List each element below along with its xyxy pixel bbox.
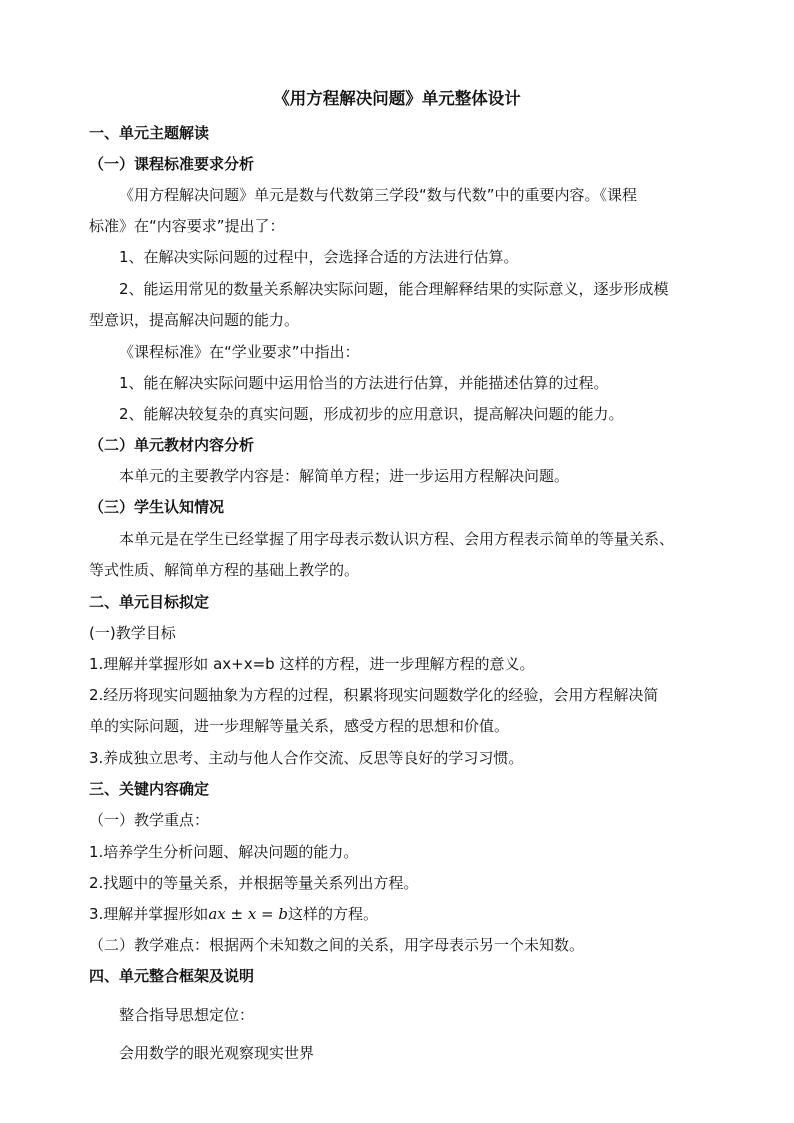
list-item: 单的实际问题，进一步理解等量关系，感受方程的思想和价值。 — [89, 717, 510, 735]
paragraph: 本单元的主要教学内容是：解简单方程；进一步运用方程解决问题。 — [119, 467, 570, 485]
list-item: 2、能运用常见的数量关系解决实际问题，能合理解释结果的实际意义，逐步形成模 — [119, 280, 669, 298]
section-2-heading: 二、单元目标拟定 — [89, 593, 210, 611]
list-item: 1.培养学生分析问题、解决问题的能力。 — [89, 843, 359, 861]
list-item — [89, 904, 378, 924]
section-3-heading: 三、关键内容确定 — [89, 780, 210, 798]
list-item: 2.经历将现实问题抽象为方程的过程，积累将现实问题数学化的经验，会用方程解决简 — [89, 686, 659, 704]
list-item: 2、能解决较复杂的真实问题，形成初步的应用意识，提高解决问题的能力。 — [119, 405, 624, 423]
list-item: 1、在解决实际问题的过程中，会选择合适的方法进行估算。 — [119, 248, 519, 266]
paragraph: 《课程标准》在“学业要求”中指出： — [119, 343, 360, 361]
section-2-sub-1: (一)教学目标 — [89, 624, 176, 642]
list-item-text: 3.理解并掌握形如 — [89, 905, 209, 923]
section-1-heading: 一、单元主题解读 — [89, 124, 210, 142]
paragraph: 会用数学的眼光观察现实世界 — [119, 1044, 315, 1062]
list-item: 3.养成独立思考、主动与他人合作交流、反思等良好的学习习惯。 — [89, 749, 524, 767]
paragraph: 《用方程解决问题》单元是数与代数第三学段“数与代数”中的重要内容。《课程 — [119, 186, 638, 204]
paragraph: 标准》在“内容要求”提出了： — [89, 217, 285, 235]
list-item: 型意识，提高解决问题的能力。 — [89, 311, 300, 329]
list-item-text: 这样的方程。 — [288, 905, 379, 923]
paragraph: 本单元是在学生已经掌握了用字母表示数认识方程、会用方程表示简单的等量关系、 — [119, 530, 675, 548]
section-3-sub-1: （一）教学重点： — [89, 811, 210, 829]
list-item: 1.理解并掌握形如 ax+x=b 这样的方程，进一步理解方程的意义。 — [89, 655, 535, 673]
list-item: 2.找题中的等量关系，并根据等量关系列出方程。 — [89, 874, 419, 892]
section-1-sub-1: （一）课程标准要求分析 — [89, 155, 255, 173]
list-item: 1、能在解决实际问题中运用恰当的方法进行估算，并能描述估算的过程。 — [119, 374, 609, 392]
paragraph: 等式性质、解简单方程的基础上教学的。 — [89, 561, 360, 579]
section-1-sub-3: （三）学生认知情况 — [89, 498, 225, 516]
paragraph: 整合指导思想定位： — [119, 1006, 255, 1024]
equation: ax ± x = b — [208, 905, 288, 923]
section-4-heading: 四、单元整合框架及说明 — [89, 967, 255, 985]
document-title: 《用方程解决问题》单元整体设计 — [273, 89, 521, 108]
section-3-sub-2: （二）教学难点：根据两个未知数之间的关系，用字母表示另一个未知数。 — [89, 936, 585, 954]
section-1-sub-2: （二）单元教材内容分析 — [89, 436, 255, 454]
